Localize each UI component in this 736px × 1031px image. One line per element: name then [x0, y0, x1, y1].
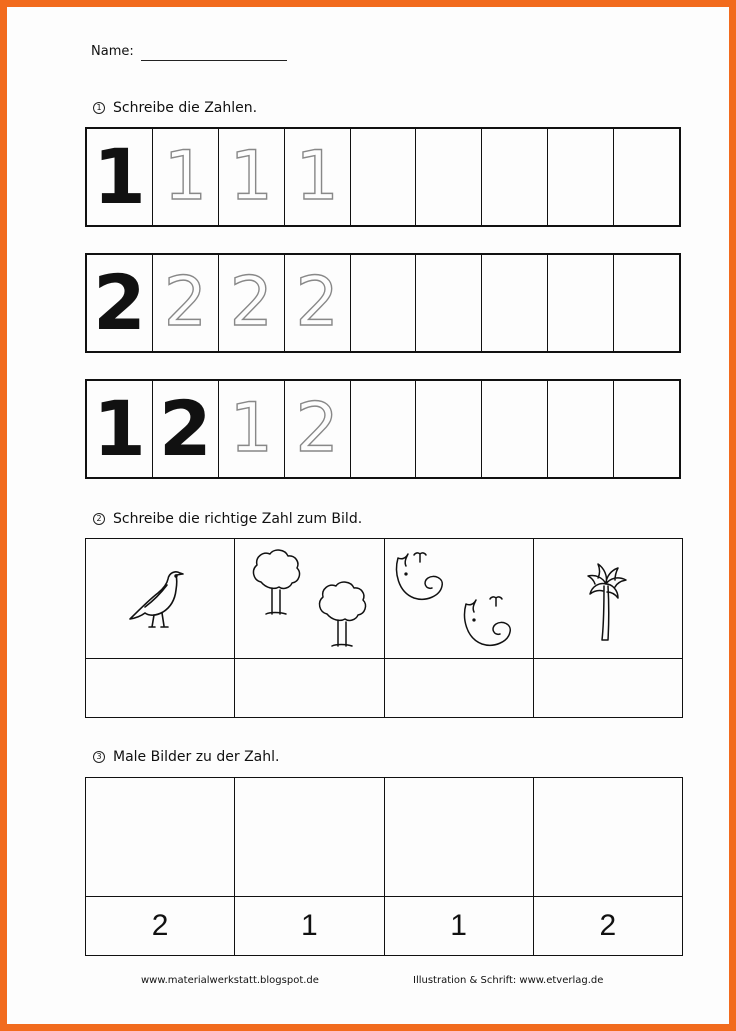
task3-title: Male Bilder zu der Zahl. — [113, 749, 280, 765]
whales-cell — [385, 539, 534, 658]
number-cell — [235, 897, 384, 955]
trace-cell — [219, 255, 285, 351]
digit: 2 — [158, 384, 212, 473]
empty-cell[interactable] — [614, 129, 679, 225]
task1-number: 1 — [93, 102, 105, 114]
empty-cell[interactable] — [351, 255, 417, 351]
empty-cell[interactable] — [351, 381, 417, 477]
answer-cell[interactable] — [86, 659, 235, 717]
drawing-cell[interactable] — [235, 778, 384, 896]
number-cell — [153, 381, 219, 477]
picture-count-table — [85, 538, 683, 718]
answer-cell[interactable] — [235, 659, 384, 717]
digit: 1 — [93, 384, 146, 473]
number-cell — [87, 255, 153, 351]
number-cell — [534, 897, 682, 955]
trace-cell — [285, 255, 351, 351]
traced-digit: 1 — [229, 137, 273, 216]
digit: 2 — [93, 258, 146, 347]
empty-cell[interactable] — [548, 255, 614, 351]
worksheet — [7, 7, 729, 1024]
traced-digit: 2 — [295, 389, 339, 468]
traced-digit: 2 — [295, 263, 339, 342]
task1-title: Schreibe die Zahlen. — [113, 100, 258, 116]
traced-digit: 2 — [163, 263, 207, 342]
target-number: 1 — [450, 909, 467, 942]
number-cell — [385, 897, 534, 955]
empty-cell[interactable] — [416, 129, 482, 225]
empty-cell[interactable] — [614, 381, 679, 477]
empty-cell[interactable] — [416, 255, 482, 351]
answer-cell[interactable] — [534, 659, 682, 717]
two-trees-icon — [239, 544, 379, 654]
task2-number: 2 — [93, 513, 105, 525]
name-line[interactable] — [141, 60, 287, 61]
target-number: 2 — [599, 909, 617, 942]
task3-heading — [93, 749, 279, 765]
number-cell — [87, 381, 153, 477]
target-number: 1 — [301, 909, 318, 942]
drawing-cell[interactable] — [385, 778, 534, 896]
traced-digit: 1 — [229, 389, 273, 468]
drawing-cell[interactable] — [534, 778, 682, 896]
picture-row — [86, 539, 682, 659]
answer-cell[interactable] — [385, 659, 534, 717]
empty-cell[interactable] — [548, 381, 614, 477]
trace-cell — [153, 129, 219, 225]
task2-title: Schreibe die richtige Zahl zum Bild. — [113, 511, 363, 527]
trace-cell — [219, 381, 285, 477]
number-row-1 — [85, 127, 681, 227]
trace-cell — [219, 129, 285, 225]
digit: 1 — [93, 132, 146, 221]
empty-cell[interactable] — [482, 255, 548, 351]
number-row-2 — [85, 253, 681, 353]
traced-digit: 1 — [295, 137, 339, 216]
palm-tree-icon — [573, 554, 643, 644]
trace-cell — [285, 129, 351, 225]
footer-credit: Illustration & Schrift: www.etverlag.de — [413, 975, 604, 986]
empty-cell[interactable] — [482, 381, 548, 477]
task2-heading — [93, 511, 362, 527]
task1-heading — [93, 100, 257, 116]
drawing-cell[interactable] — [86, 778, 235, 896]
empty-cell[interactable] — [482, 129, 548, 225]
empty-cell[interactable] — [614, 255, 679, 351]
empty-cell[interactable] — [351, 129, 417, 225]
trace-cell — [285, 381, 351, 477]
target-number: 2 — [151, 909, 169, 942]
empty-cell[interactable] — [548, 129, 614, 225]
two-whales-icon — [386, 544, 531, 654]
footer-left-url: www.materialwerkstatt.blogspot.de — [141, 975, 319, 986]
palm-cell — [534, 539, 682, 658]
number-cell — [87, 129, 153, 225]
trees-cell — [235, 539, 384, 658]
number-row-3 — [85, 379, 681, 479]
number-row — [86, 897, 682, 955]
trace-cell — [153, 255, 219, 351]
traced-digit: 2 — [229, 263, 273, 342]
task3-number: 3 — [93, 751, 105, 763]
bird-cell — [86, 539, 235, 658]
bird-icon — [120, 559, 200, 639]
number-cell — [86, 897, 235, 955]
name-label: Name: — [91, 44, 134, 59]
traced-digit: 1 — [163, 137, 207, 216]
draw-pictures-table — [85, 777, 683, 956]
empty-cell[interactable] — [416, 381, 482, 477]
answer-row — [86, 659, 682, 717]
drawing-row — [86, 778, 682, 897]
